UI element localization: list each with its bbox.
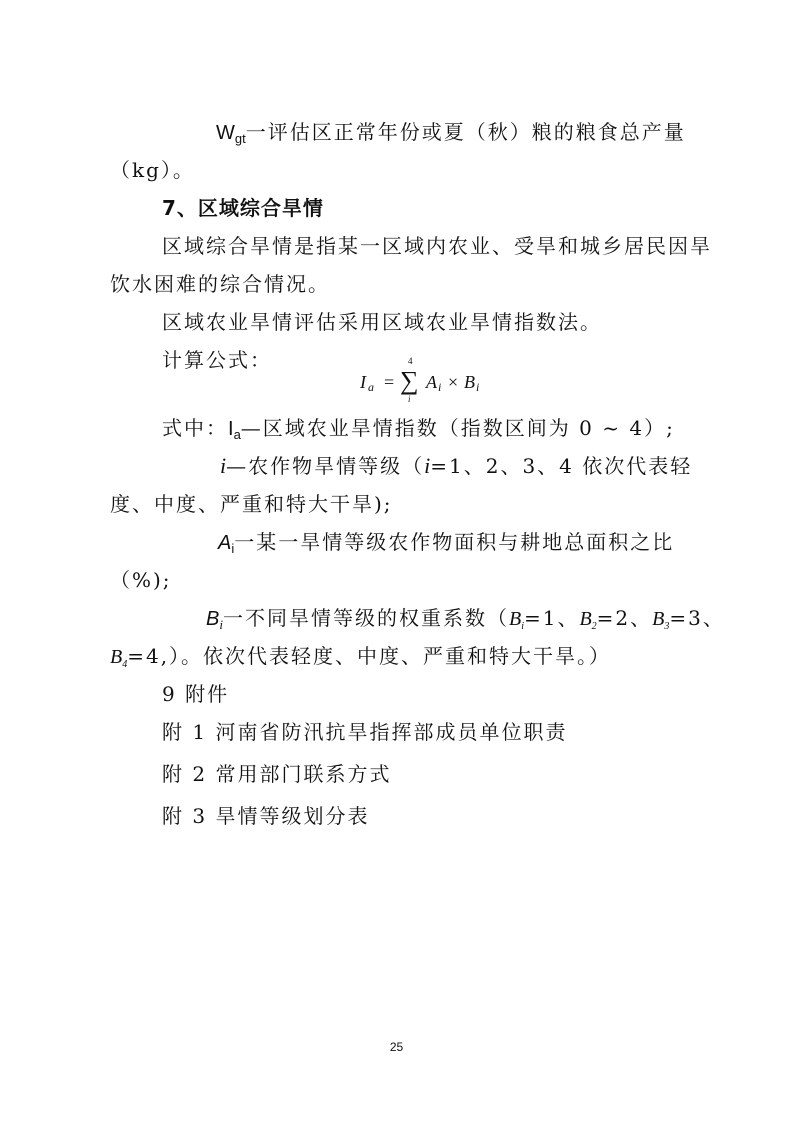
formula-a: A <box>426 372 437 392</box>
wgt-symbol: W <box>216 122 235 144</box>
b2-symbol: B <box>579 608 592 630</box>
ai-unit: （%); <box>110 568 172 592</box>
i-description-b: =1、2、3、4 依次代表轻 <box>430 454 693 478</box>
formula <box>360 356 500 406</box>
paragraph-1-line-2: 饮水困难的综合情况。 <box>110 272 330 296</box>
ia-description: —区域农业旱情指数（指数区间为 0 ~ 4）; <box>240 416 675 440</box>
formula-lhs-subscript: a <box>368 380 374 394</box>
ai-symbol: A <box>218 532 232 554</box>
wgt-description: 一评估区正常年份或夏（秋）粮的粮食总产量 <box>245 120 686 144</box>
bi-symbol: B <box>206 608 220 630</box>
wgt-subscript: gt <box>234 131 246 146</box>
b4-value: =4,）。依次代表轻度、中度、严重和特大干旱。） <box>127 644 612 668</box>
appendix-heading: 9 附件 <box>162 682 230 706</box>
formula-sum: ∑ <box>400 366 419 395</box>
wgt-unit: （kg）。 <box>110 158 195 182</box>
section-7-heading: 7、区域综合旱情 <box>162 196 324 220</box>
ai-subscript: i <box>231 541 235 556</box>
formula-a-subscript: i <box>438 380 442 394</box>
b4-symbol: B <box>110 646 123 668</box>
formula-b-subscript: i <box>476 380 480 394</box>
b3-symbol: B <box>652 608 665 630</box>
appendix-2: 附 2 常用部门联系方式 <box>162 762 392 786</box>
definition-bi <box>206 604 725 641</box>
formula-equals: = <box>384 372 395 392</box>
appendix-1: 附 1 河南省防汛抗旱指挥部成员单位职责 <box>162 720 568 744</box>
definition-ia <box>162 414 675 449</box>
ia-symbol: I <box>228 418 234 440</box>
formula-b: B <box>464 372 475 392</box>
definition-i <box>220 452 692 480</box>
ai-description: 一某一旱情等级农作物面积与耕地总面积之比 <box>234 530 675 554</box>
b2-value: =2、 <box>596 606 653 630</box>
where-prefix: 式中： <box>162 416 228 440</box>
i-description-a: —农作物旱情等级（ <box>226 454 425 478</box>
b1-subscript: i <box>521 621 524 632</box>
b3-value: =3、 <box>669 606 725 630</box>
wgt-definition <box>216 118 686 153</box>
definition-bi-line-2 <box>110 642 611 679</box>
formula-lhs: I <box>360 372 366 392</box>
page-number: 25 <box>389 1040 404 1054</box>
bi-description: 一不同旱情等级的权重系数（ <box>222 606 509 630</box>
paragraph-1-line-1: 区域综合旱情是指某一区域内农业、受旱和城乡居民因旱 <box>162 234 712 258</box>
formula-sum-upper: 4 <box>408 356 413 366</box>
bi-subscript: i <box>219 617 223 632</box>
i-symbol-inline: i <box>424 453 431 478</box>
b2-subscript: 2 <box>591 621 597 632</box>
formula-label: 计算公式： <box>162 348 272 372</box>
i-symbol: i <box>220 453 227 478</box>
b4-subscript: 4 <box>122 659 128 670</box>
definition-ai <box>218 528 674 563</box>
b3-subscript: 3 <box>664 621 670 632</box>
definition-i-line-2: 度、中度、严重和特大干旱); <box>110 492 393 516</box>
b1-symbol: B <box>508 608 522 630</box>
ia-subscript: a <box>233 427 241 442</box>
formula-times: × <box>448 372 459 392</box>
paragraph-2: 区域农业旱情评估采用区域农业旱情指数法。 <box>162 310 602 334</box>
appendix-3: 附 3 旱情等级划分表 <box>162 804 370 828</box>
b1-value: =1、 <box>523 606 580 630</box>
formula-sum-lower: i <box>408 394 411 404</box>
